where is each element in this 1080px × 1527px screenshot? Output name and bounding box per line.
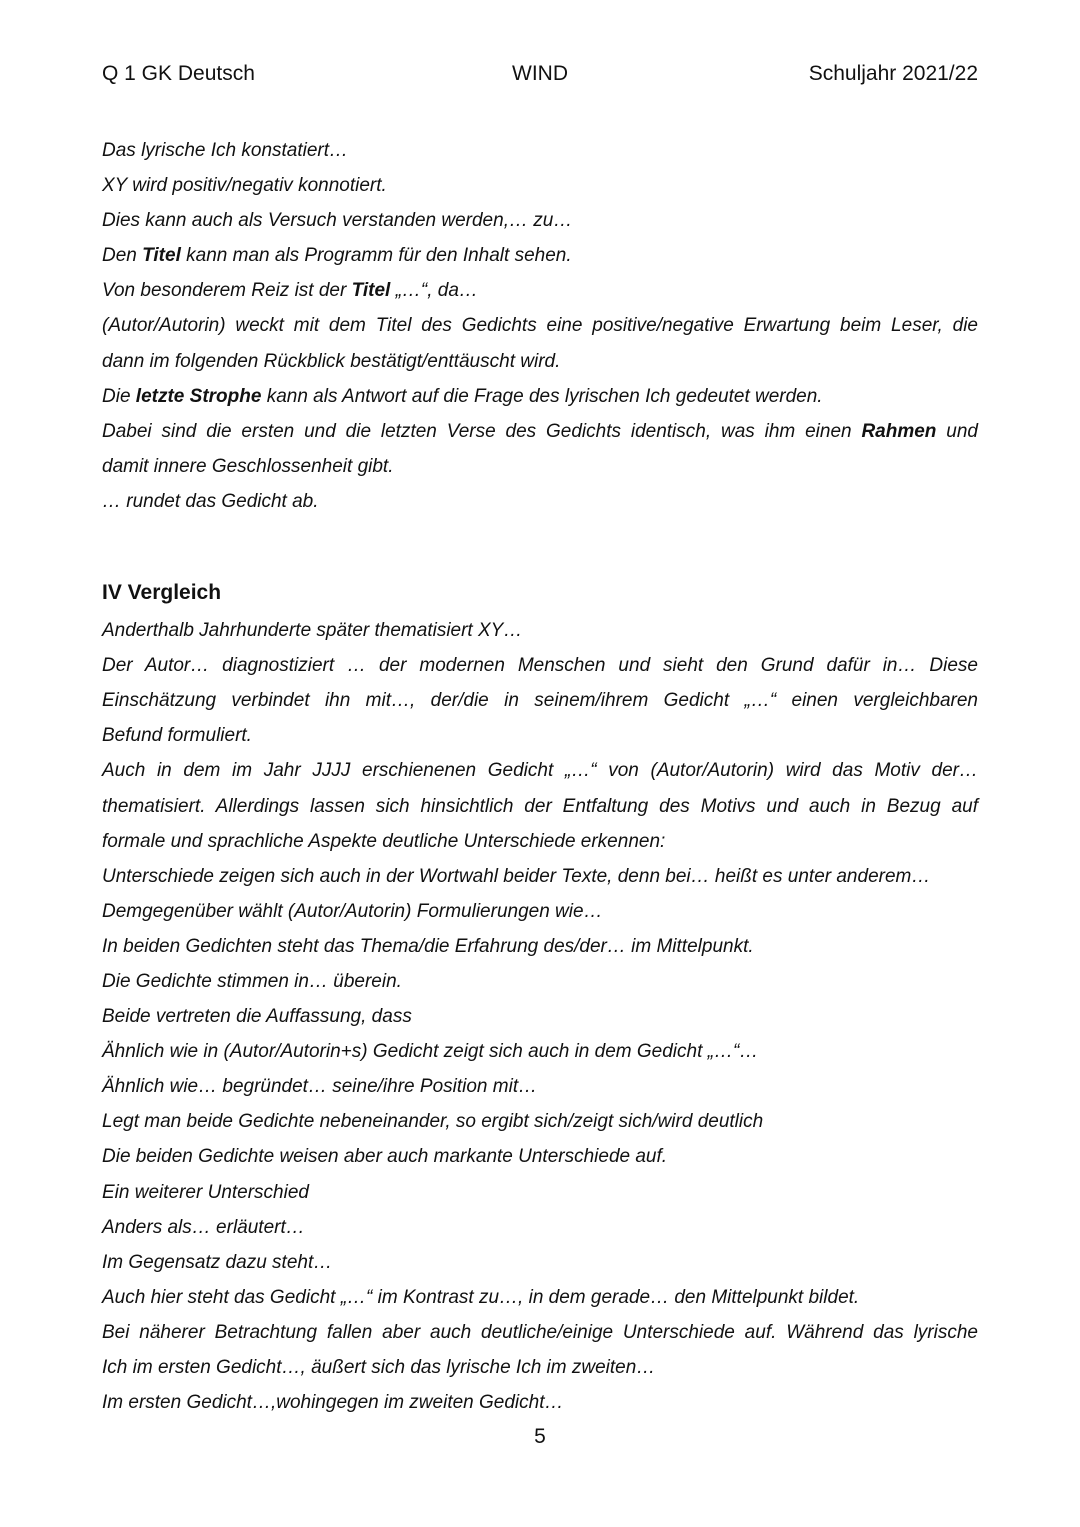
phrase-list-comparison <box>102 613 978 1420</box>
text-line: Unterschiede zeigen sich auch in der Wortwahl beider Texte, denn bei… heißt es unter anderem… <box>102 865 931 887</box>
text-line: Die letzte Strophe kann als Antwort auf die Frage des lyrischen Ich gedeutet werden. <box>102 385 823 407</box>
text-line: damit innere Geschlossenheit gibt. <box>102 455 394 477</box>
header-school-year: Schuljahr 2021/22 <box>808 62 978 85</box>
text-line: Der Autor… diagnostiziert … der modernen Menschen und sieht den Grund dafür in… Diese <box>102 655 978 677</box>
text-line: Legt man beide Gedichte nebeneinander, so ergibt sich/zeigt sich/wird deutlich <box>102 1111 764 1133</box>
text-line: Befund formuliert. <box>102 725 252 747</box>
text-line: Einschätzung verbindet ihn mit…, der/die in seinem/ihrem Gedicht „…“ einen vergleichbaren <box>102 690 978 712</box>
text-line: Die beiden Gedichte weisen aber auch markante Unterschiede auf. <box>102 1146 668 1168</box>
text-line: formale und sprachliche Aspekte deutliche Unterschiede erkennen: <box>102 830 666 852</box>
text-line: Das lyrische Ich konstatiert… <box>102 140 349 161</box>
text-line: Von besonderem Reiz ist der Titel „…“, da… <box>102 280 478 302</box>
text-line: (Autor/Autorin) weckt mit dem Titel des Gedichts eine positive/negative Erwartung beim Leser, die <box>102 315 978 337</box>
bold-term: letzte Strophe <box>135 385 262 407</box>
text-line: Ähnlich wie in (Autor/Autorin+s) Gedicht zeigt sich auch in dem Gedicht „…“… <box>102 1041 759 1063</box>
text-line: Auch hier steht das Gedicht „…“ im Kontrast zu…, in dem gerade… den Mittelpunkt bildet. <box>102 1286 860 1308</box>
bold-term: Titel <box>351 280 391 302</box>
text-line: Im Gegensatz dazu steht… <box>102 1251 333 1273</box>
text-line: Ähnlich wie… begründet… seine/ihre Position mit… <box>102 1076 538 1098</box>
text-line: thematisiert. Allerdings lassen sich hinsichtlich der Entfaltung des Motivs und auch in Bezug auf <box>102 795 978 817</box>
page-header <box>102 62 978 92</box>
text-line: … rundet das Gedicht ab. <box>102 490 319 512</box>
bold-term: Titel <box>142 245 181 267</box>
text-line: Ich im ersten Gedicht…, äußert sich das lyrische Ich im zweiten… <box>102 1357 656 1378</box>
text-line: Die Gedichte stimmen in… überein. <box>102 970 402 992</box>
header-course: Q 1 GK Deutsch <box>102 62 255 85</box>
page-number: 5 <box>534 1425 546 1448</box>
text-line: Auch in dem im Jahr JJJJ erschienenen Gedicht „…“ von (Autor/Autorin) wird das Motiv der… <box>102 760 978 782</box>
bold-term: Rahmen <box>861 420 937 442</box>
text-line: Ein weiterer Unterschied <box>102 1181 309 1203</box>
document-body <box>102 133 978 1420</box>
text-line: Anders als… erläutert… <box>102 1216 305 1238</box>
text-line: Den Titel kann man als Programm für den Inhalt sehen. <box>102 245 572 267</box>
header-title: WIND <box>512 62 568 85</box>
section-heading: IV Vergleich <box>102 581 222 605</box>
phrase-list-interpretation <box>102 133 978 519</box>
text-line: Anderthalb Jahrhunderte später thematisiert XY… <box>102 620 523 642</box>
text-line: Dabei sind die ersten und die letzten Verse des Gedichts identisch, was ihm einen Rahmen und <box>102 420 978 442</box>
text-line: In beiden Gedichten steht das Thema/die Erfahrung des/der… im Mittelpunkt. <box>102 935 754 957</box>
text-line: Demgegenüber wählt (Autor/Autorin) Formulierungen wie… <box>102 900 603 922</box>
text-line: dann im folgenden Rückblick bestätigt/enttäuscht wird. <box>102 350 561 372</box>
text-line: Dies kann auch als Versuch verstanden werden,… zu… <box>102 210 573 232</box>
text-line: Bei näherer Betrachtung fallen aber auch deutliche/einige Unterschiede auf. Während das lyrische <box>102 1321 978 1343</box>
text-line: Im ersten Gedicht…,wohingegen im zweiten Gedicht… <box>102 1392 564 1414</box>
text-line: XY wird positiv/negativ konnotiert. <box>102 175 387 197</box>
text-line: Beide vertreten die Auffassung, dass <box>102 1006 412 1028</box>
